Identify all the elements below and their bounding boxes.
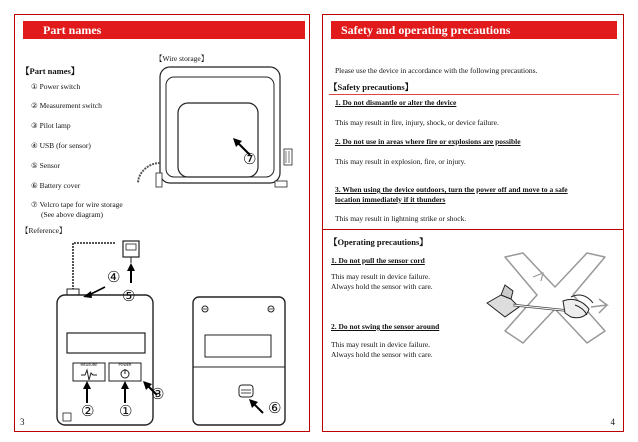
operating-item-1-body2: Always hold the sensor with care. bbox=[331, 282, 433, 291]
right-page bbox=[322, 14, 624, 432]
device-front-diagram bbox=[55, 235, 165, 430]
callout-7: ⑦ bbox=[243, 150, 257, 168]
operating-item-2-body2: Always hold the sensor with care. bbox=[331, 350, 433, 359]
operating-precautions-title: 【Operating precautions】 bbox=[329, 237, 428, 247]
safety-item-2-body: This may result in explosion, fire, or injury. bbox=[335, 157, 466, 166]
safety-item-3-title-line2: location immediately if it thunders bbox=[335, 195, 446, 204]
safety-item-1-title: 1. Do not dismantle or alter the device bbox=[335, 98, 457, 107]
part-item-6: ⑥ Battery cover bbox=[31, 181, 81, 190]
do-not-pull-illustration bbox=[483, 247, 613, 357]
safety-item-3-title-line1: 3. When using the device outdoors, turn the power off and move to a safe bbox=[335, 185, 568, 194]
callout-6: ⑥ bbox=[268, 399, 282, 417]
part-names-title: 【Part names】 bbox=[21, 66, 80, 76]
operating-item-2-title: 2. Do not swing the sensor around bbox=[331, 322, 440, 331]
safety-item-3-body: This may result in lightning strike or shock. bbox=[335, 214, 467, 223]
page-number-left: 3 bbox=[20, 417, 25, 427]
page-number-right: 4 bbox=[610, 417, 615, 427]
wire-storage-label: 【Wire storage】 bbox=[155, 54, 209, 63]
part-item-4: ④ USB (for sensor) bbox=[31, 141, 91, 150]
safety-item-1-body: This may result in fire, injury, shock, or device failure. bbox=[335, 118, 499, 127]
safety-precautions-title: 【Safety precautions】 bbox=[329, 82, 414, 92]
intro-text: Please use the device in accordance with the following precautions. bbox=[335, 66, 538, 75]
left-page bbox=[14, 14, 310, 432]
callout-3: ③ bbox=[151, 385, 165, 403]
measure-button-label: MEASURE bbox=[80, 363, 98, 367]
operating-item-1-body1: This may result in device failure. bbox=[331, 272, 431, 281]
callout-5: ⑤ bbox=[122, 287, 136, 305]
section-divider bbox=[323, 229, 623, 230]
power-button-label: POWER bbox=[118, 363, 132, 367]
part-item-3: ③ Pilot lamp bbox=[31, 121, 71, 130]
part-item-1: ① Power switch bbox=[31, 82, 81, 91]
part-item-7: ⑦ Velcro tape for wire storage bbox=[31, 200, 123, 209]
operating-item-2-body1: This may result in device failure. bbox=[331, 340, 431, 349]
part-item-5: ⑤ Sensor bbox=[31, 161, 61, 170]
safety-header: Safety and operating precautions bbox=[331, 21, 617, 39]
safety-divider bbox=[329, 94, 619, 95]
part-item-2: ② Measurement switch bbox=[31, 101, 102, 110]
part-names-header: Part names bbox=[23, 21, 305, 39]
safety-item-2-title: 2. Do not use in areas where fire or explosions are possible bbox=[335, 137, 521, 146]
operating-item-1-title: 1. Do not pull the sensor cord bbox=[331, 256, 425, 265]
wire-storage-diagram bbox=[120, 63, 300, 193]
reference-label: 【Reference】 bbox=[21, 226, 67, 235]
callout-1: ① bbox=[119, 402, 133, 420]
part-item-7-note: (See above diagram) bbox=[41, 210, 104, 219]
callout-4: ④ bbox=[107, 268, 121, 286]
callout-2: ② bbox=[81, 402, 95, 420]
